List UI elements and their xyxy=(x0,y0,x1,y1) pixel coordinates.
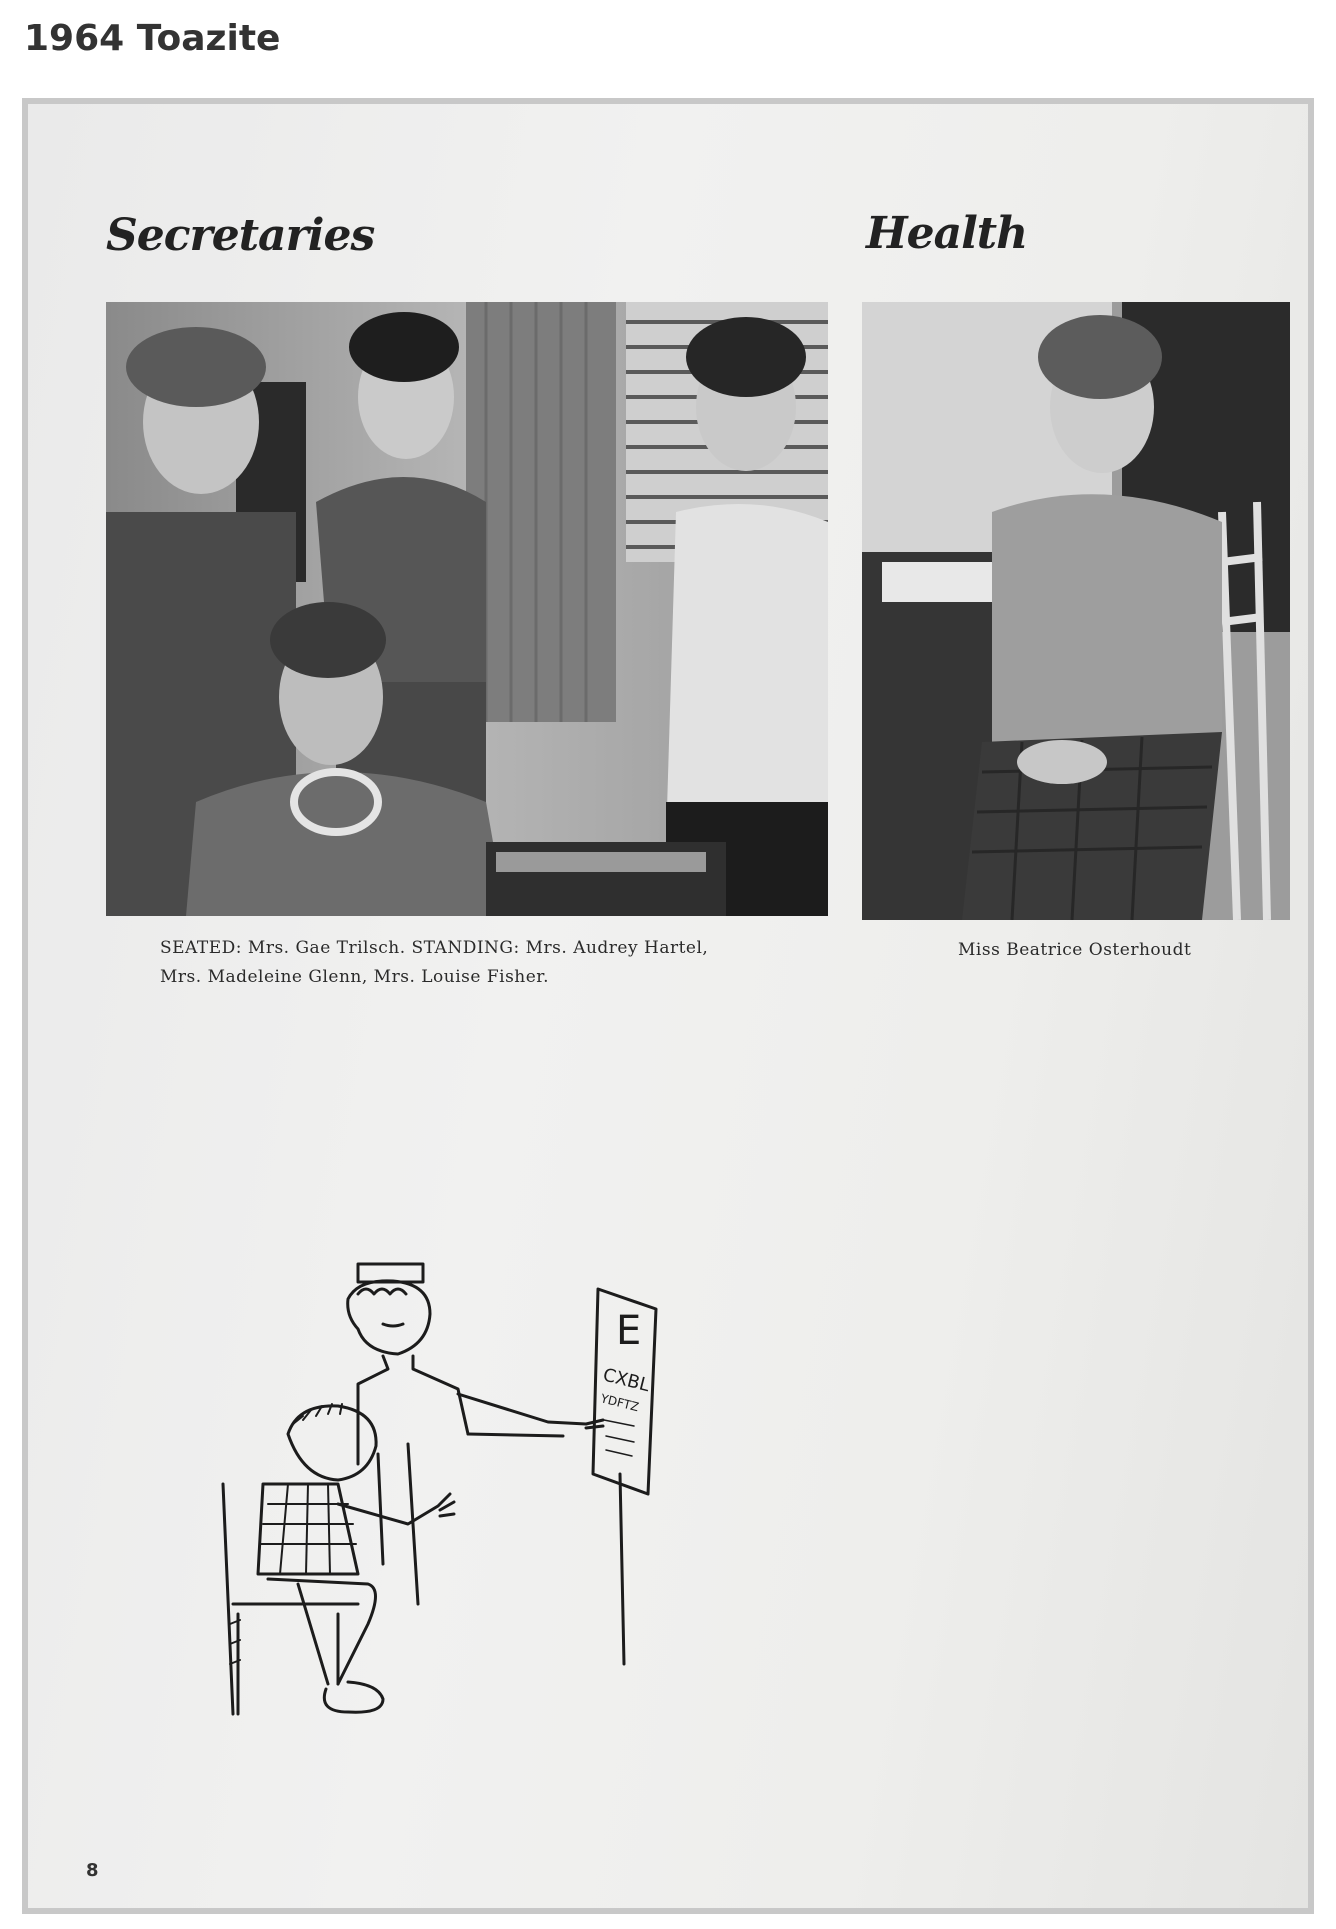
eye-chart-row-3: YDFTZ xyxy=(599,1391,641,1415)
page-title: 1964 Toazite xyxy=(24,18,281,59)
eye-chart-row-2: CXBL xyxy=(600,1364,652,1397)
page-number: 8 xyxy=(86,1860,99,1881)
secretaries-heading: Secretaries xyxy=(106,210,375,261)
health-caption: Miss Beatrice Osterhoudt xyxy=(958,940,1192,960)
eye-chart-row-1: E xyxy=(616,1308,642,1354)
secretaries-group-photo xyxy=(106,302,828,916)
secretaries-caption xyxy=(160,934,820,992)
health-portrait-photo xyxy=(862,302,1290,920)
nurse-eye-chart-illustration xyxy=(208,1184,768,1744)
secretaries-caption-line-1: SEATED: Mrs. Gae Trilsch. STANDING: Mrs. Audrey Hartel, xyxy=(160,938,709,958)
yearbook-page xyxy=(28,104,1308,1908)
secretaries-caption-line-2: Mrs. Madeleine Glenn, Mrs. Louise Fisher. xyxy=(160,967,549,987)
health-heading: Health xyxy=(866,208,1028,259)
